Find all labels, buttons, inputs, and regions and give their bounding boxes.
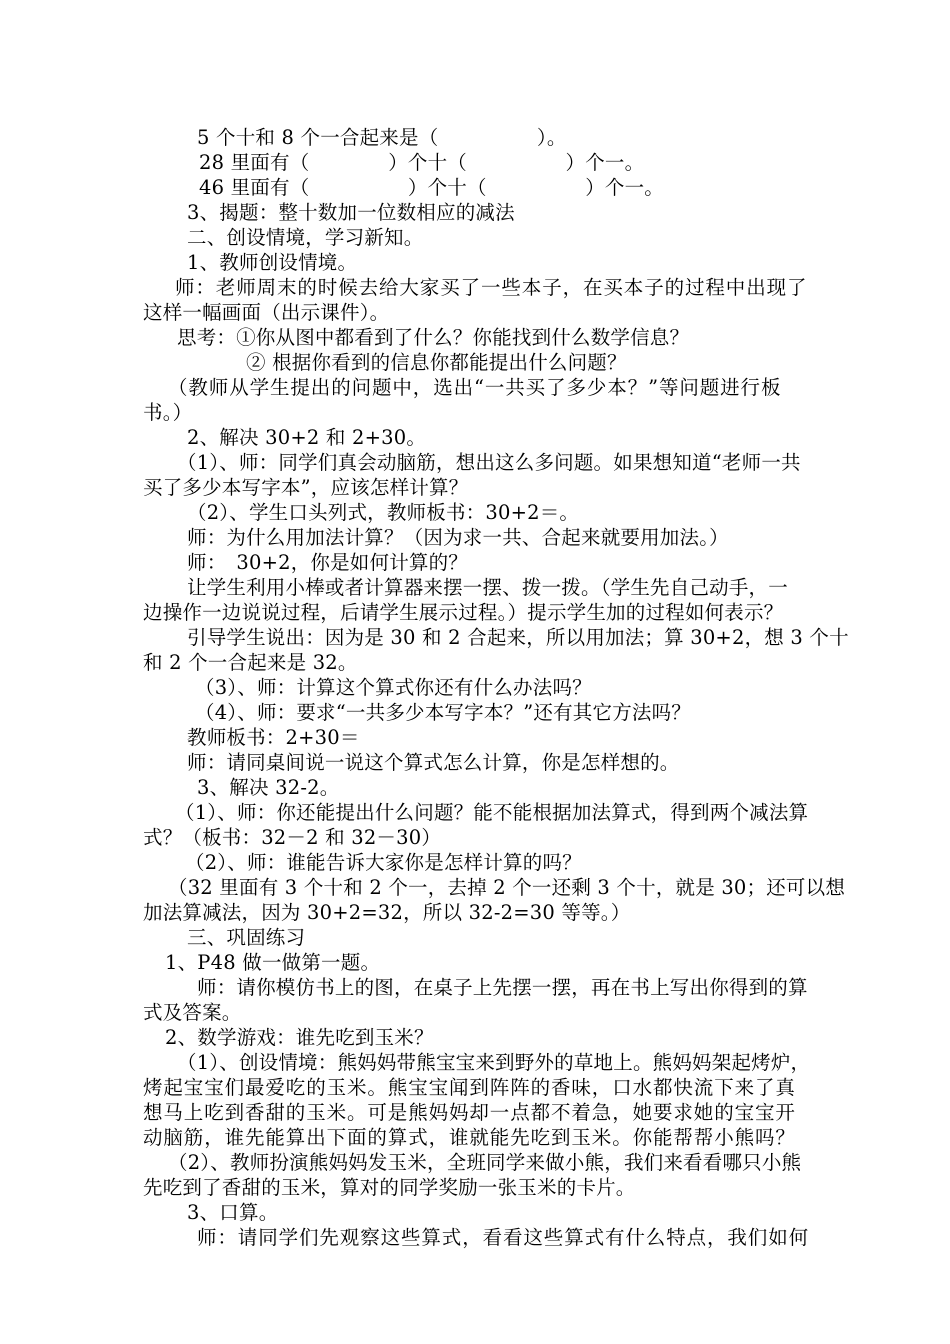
section-heading: 二、创设情境，学习新知。	[187, 226, 424, 249]
text-line: 1、教师创设情境。	[187, 251, 358, 274]
text-line: （1）、创设情境：熊妈妈带熊宝宝来到野外的草地上。熊妈妈架起烤炉，	[177, 1051, 811, 1074]
text-line: 思考：①你从图中都看到了什么？你能找到什么数学信息？	[177, 326, 690, 349]
section-heading: 三、巩固练习	[187, 926, 306, 949]
text-line: 3、揭题：整十数加一位数相应的减法	[187, 201, 515, 224]
text-line: 烤起宝宝们最爱吃的玉米。熊宝宝闻到阵阵的香味，口水都快流下来了真	[143, 1076, 796, 1099]
text-line: （32 里面有 3 个十和 2 个一，去掉 2 个一还剩 3 个十，就是 30；还可以想	[168, 876, 846, 899]
text-line: 动脑筋，谁先能算出下面的算式，谁就能先吃到玉米。你能帮帮小熊吗？	[143, 1126, 796, 1149]
text-line: 46 里面有（ ）个十（ ）个一。	[199, 176, 665, 199]
text-line: 书。）	[143, 401, 193, 424]
text-line: 和 2 个一合起来是 32。	[143, 651, 358, 674]
text-line: （教师从学生提出的问题中，选出“一共买了多少本？”等问题进行板	[168, 376, 782, 399]
text-line: 先吃到了香甜的玉米，算对的同学奖励一张玉米的卡片。	[143, 1176, 636, 1199]
text-line: 教师板书：2+30＝	[187, 726, 360, 749]
text-line: 加法算减法，因为 30+2=32，所以 32-2=30 等等。）	[143, 901, 631, 924]
text-line: （1）、师：同学们真会动脑筋，想出这么多问题。如果想知道“老师一共	[177, 451, 801, 474]
text-line: 2、解决 30+2 和 2+30。	[187, 426, 427, 449]
text-line: 式及答案。	[143, 1001, 242, 1024]
text-line: 1、P48 做一做第一题。	[165, 951, 381, 974]
text-line: 师：为什么用加法计算？（因为求一共、合起来就要用加法。）	[187, 526, 729, 549]
text-line: 引导学生说出：因为是 30 和 2 合起来，所以用加法；算 30+2，想 3 个十	[187, 626, 849, 649]
text-line: 3、解决 32-2。	[197, 776, 340, 799]
text-line: 边操作一边说说过程，后请学生展示过程。）提示学生加的过程如何表示？	[143, 601, 784, 624]
text-line: 师：老师周末的时候去给大家买了一些本子，在买本子的过程中出现了	[175, 276, 808, 299]
text-line: （2）、师：谁能告诉大家你是怎样计算的吗？	[185, 851, 582, 874]
text-line: （2）、教师扮演熊妈妈发玉米，全班同学来做小熊，我们来看看哪只小熊	[168, 1151, 802, 1174]
text-line: 师：请同学们先观察这些算式，看看这些算式有什么特点，我们如何	[197, 1226, 810, 1249]
text-line: 师：请同桌间说一说这个算式怎么计算，你是怎样想的。	[187, 751, 680, 774]
text-line: （4）、师：要求“一共多少本写字本？”还有其它方法吗？	[195, 701, 691, 724]
text-line: 式？（板书：32－2 和 32－30）	[143, 826, 442, 849]
text-line: 2、数学游戏：谁先吃到玉米？	[165, 1026, 434, 1049]
text-line: 3、口算。	[187, 1201, 279, 1224]
text-line: 这样一幅画面（出示课件）。	[143, 301, 390, 324]
text-line: （1）、师：你还能提出什么问题？能不能根据加法算式，得到两个减法算	[175, 801, 809, 824]
text-line: 5 个十和 8 个一合起来是（ ）。	[197, 126, 567, 149]
text-line: 师： 30+2，你是如何计算的？	[187, 551, 469, 574]
text-line: 想马上吃到香甜的玉米。可是熊妈妈却一点都不着急，她要求她的宝宝开	[143, 1101, 796, 1124]
text-line: ② 根据你看到的信息你都能提出什么问题？	[246, 351, 627, 374]
text-line: 买了多少本写字本”，应该怎样计算？	[143, 476, 469, 499]
text-line: （3）、师：计算这个算式你还有什么办法吗？	[195, 676, 592, 699]
text-line: 28 里面有（ ）个十（ ）个一。	[199, 151, 645, 174]
text-line: （2）、学生口头列式，教师板书：30+2＝。	[187, 501, 580, 524]
text-line: 师：请你模仿书上的图，在桌子上先摆一摆，再在书上写出你得到的算	[197, 976, 808, 999]
text-line: 让学生利用小棒或者计算器来摆一摆、拨一拨。（学生先自己动手，一	[187, 576, 788, 599]
